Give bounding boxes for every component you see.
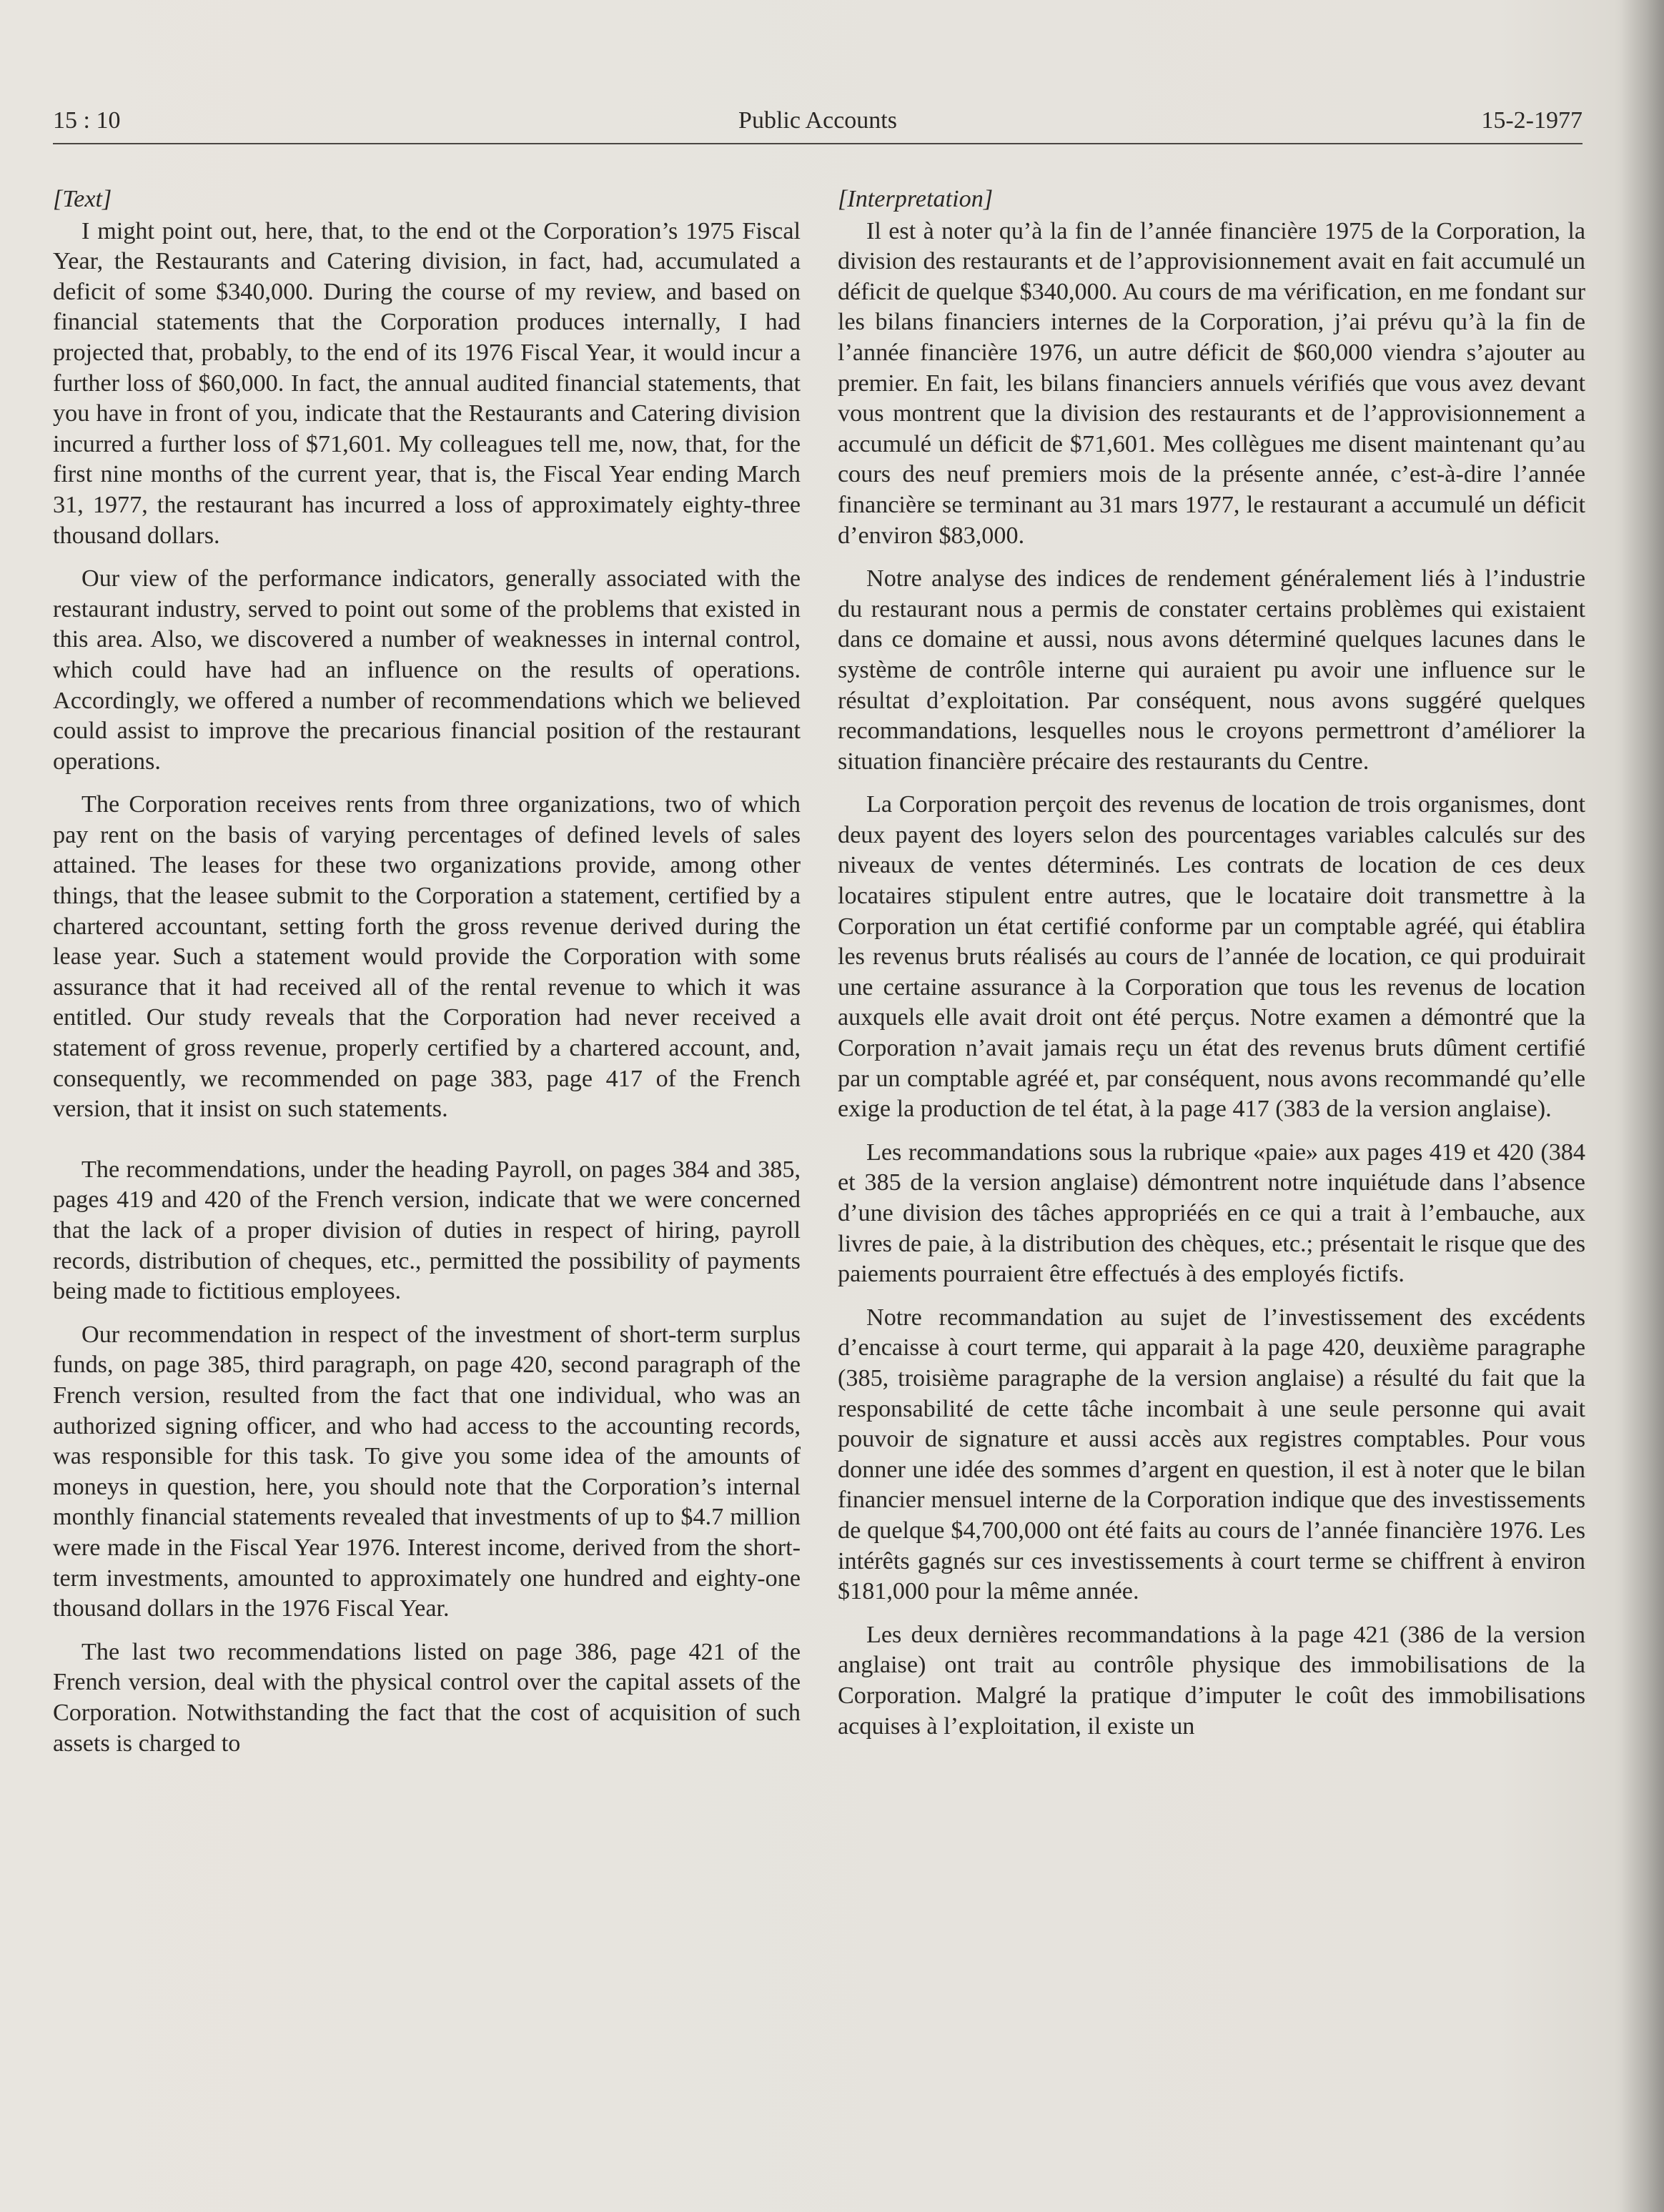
english-column-label: [Text]: [53, 186, 112, 212]
page-title: Public Accounts: [738, 107, 897, 134]
french-paragraph: Il est à noter qu’à la fin de l’année financière 1975 de la Corporation, la division des restaurants et de l’approvisionnement avait en fait accumulé un déficit de quelque $340,000. Au cours de ma vérification, en me fondant sur les bilans financiers internes de la Corporation, j’ai prévu qu’à la fin de l’année financière 1976, un autre déficit de $60,000 viendra s’ajouter au premier. En fait, les bilans financiers annuels vérifiés que vous avez devant vous montrent que la division des restaurants et de l’approvisionnement a accumulé un déficit de $71,601. Mes collègues me disent maintenant qu’au cours des neuf premiers mois de la présente année, c’est-à-dire l’année financière se terminant au 31 mars 1977, le restaurant a accumulé un déficit d’environ $83,000.: [838, 217, 1585, 549]
page-edge-shadow: [1621, 0, 1664, 2212]
page-date: 15-2-1977: [1481, 107, 1583, 134]
english-paragraph: The last two recommendations listed on page 386, page 421 of the French version, deal with the physical control over the capital assets of the Corporation. Notwithstanding the fact that the cost of acquisition of such assets is charged to: [53, 1638, 801, 1757]
english-paragraph: Our view of the performance indicators, generally associated with the restaurant industry, served to point out some of the problems that existed in this area. Also, we discovered a number of weaknesses in internal control, which could have had an influence on the results of operations. Accordingly, we offered a number of recommendations which we believed could assist to improve the precarious financial position of the restaurant operations.: [53, 565, 801, 775]
french-paragraph: Les recommandations sous la rubrique «paie» aux pages 419 et 420 (384 et 385 de la version anglaise) démontrent notre inquiétude dans l’absence d’une division des tâches appropriéés en ce qui a trait à l’embauche, aux livres de paie, à la distribution des chèques, etc.; présentait le risque que des paiements pourraient être effectués à des employés fictifs.: [838, 1139, 1585, 1288]
french-column-label: [Interpretation]: [838, 186, 994, 212]
page-header: [53, 107, 1583, 144]
english-paragraph: The recommendations, under the heading Payroll, on pages 384 and 385, pages 419 and 420 of the French version, indicate that we were concerned that the lack of a proper division of duties in respect of hiring, payroll records, distribution of cheques, etc., permitted the possibility of payments being made to fictitious employees.: [53, 1156, 801, 1305]
english-paragraph: Our recommendation in respect of the investment of short-term surplus funds, on page 385, third paragraph, on page 420, second paragraph of the French version, resulted from the fact that one individual, who was an authorized signing officer, and who had access to the accounting records, was responsible for this task. To give you some idea of the amounts of moneys in question, here, you should note that the Corporation’s internal monthly financial statements revealed that investments of up to $4.7 million were made in the Fiscal Year 1976. Interest income, derived from the short-term investments, amounted to approximately one hundred and eighty-one thousand dollars in the 1976 Fiscal Year.: [53, 1321, 801, 1622]
header-rule: [53, 143, 1583, 144]
english-paragraph: The Corporation receives rents from three organizations, two of which pay rent on the basis of varying percentages of defined levels of sales attained. The leases for these two organizations provide, among other things, that the leasee submit to the Corporation a statement, certified by a chartered accountant, setting forth the gross revenue derived during the lease year. Such a statement would provide the Corporation with some assurance that it had received all of the rental revenue to which it was entitled. Our study reveals that the Corporation had never received a statement of gross revenue, properly certified by a chartered account, and, consequently, we recommended on page 383, page 417 of the French version, that it insist on such statements.: [53, 791, 801, 1123]
french-paragraph: Notre recommandation au sujet de l’investissement des excédents d’encaisse à court terme, qui apparait à la page 420, deuxième paragraphe (385, troisième paragraphe de la version anglaise) a résulté du fait que la responsabilité de cette tâche incombait à une seule personne qui avait pouvoir de signature et aussi accès aux registres comptables. Pour vous donner une idée des sommes d’argent en question, il est à noter que le bilan financier mensuel interne de la Corporation indique que des investissements de quelque $4,700,000 ont été faits au cours de l’année financière 1976. Les intérêts gagnés sur ces investissements à court terme se chiffrent à environ $181,000 pour la même année.: [838, 1304, 1585, 1605]
french-paragraph: Les deux dernières recommandations à la page 421 (386 de la version anglaise) ont trait au contrôle physique des immobilisations de la Corporation. Malgré la pratique d’imputer le coût des immobilisations acquises à l’exploitation, il existe un: [838, 1621, 1585, 1740]
french-column: [838, 184, 1585, 1755]
french-paragraph: Notre analyse des indices de rendement généralement liés à l’industrie du restaurant nous a permis de constater certains problèmes qui existaient dans ce domaine et aussi, nous avons déterminé quelques lacunes dans le système de contrôle interne qui auraient pu avoir une influence sur le résultat d’exploitation. Par conséquent, nous avons suggéré quelques recommandations, lesquelles nous le croyons permettront d’améliorer la situation financière précaire des restaurants du Centre.: [838, 565, 1585, 775]
french-paragraph: La Corporation perçoit des revenus de location de trois organismes, dont deux payent des loyers selon des pourcentages variables calculés sur des niveaux de ventes déterminés. Les contrats de location de ces deux locataires stipulent entre autres, que le locataire doit transmettre à la Corporation un état certifié conforme par un comptable agréé, qui établira les revenus bruts réalisés au cours de l’année de location, ce qui produirait une certaine assurance à la Corporation que tous les revenus de location auxquels elle avait droit ont été perçus. Notre examen a démontré que la Corporation n’avait jamais reçu un état des revenus bruts dûment certifié par un comptable agréé et, par conséquent, nous avons recommandé qu’elle exige la production de tel état, à la page 417 (383 de la version anglaise).: [838, 791, 1585, 1123]
english-column: [53, 184, 801, 1772]
page-number: 15 : 10: [53, 107, 121, 134]
english-paragraph: I might point out, here, that, to the end ot the Corporation’s 1975 Fiscal Year, the Restaurants and Catering division, in fact, had, accumulated a deficit of some $340,000. During the course of my review, and based on financial statements that the Corporation produces internally, I had projected that, probably, to the end of its 1976 Fiscal Year, it would incur a further loss of $60,000. In fact, the annual audited financial statements, that you have in front of you, indicate that the Restaurants and Catering division incurred a further loss of $71,601. My colleagues tell me, now, that, for the first nine months of the current year, that is, the Fiscal Year ending March 31, 1977, the restaurant has incurred a loss of approximately eighty-three thousand dollars.: [53, 217, 801, 549]
